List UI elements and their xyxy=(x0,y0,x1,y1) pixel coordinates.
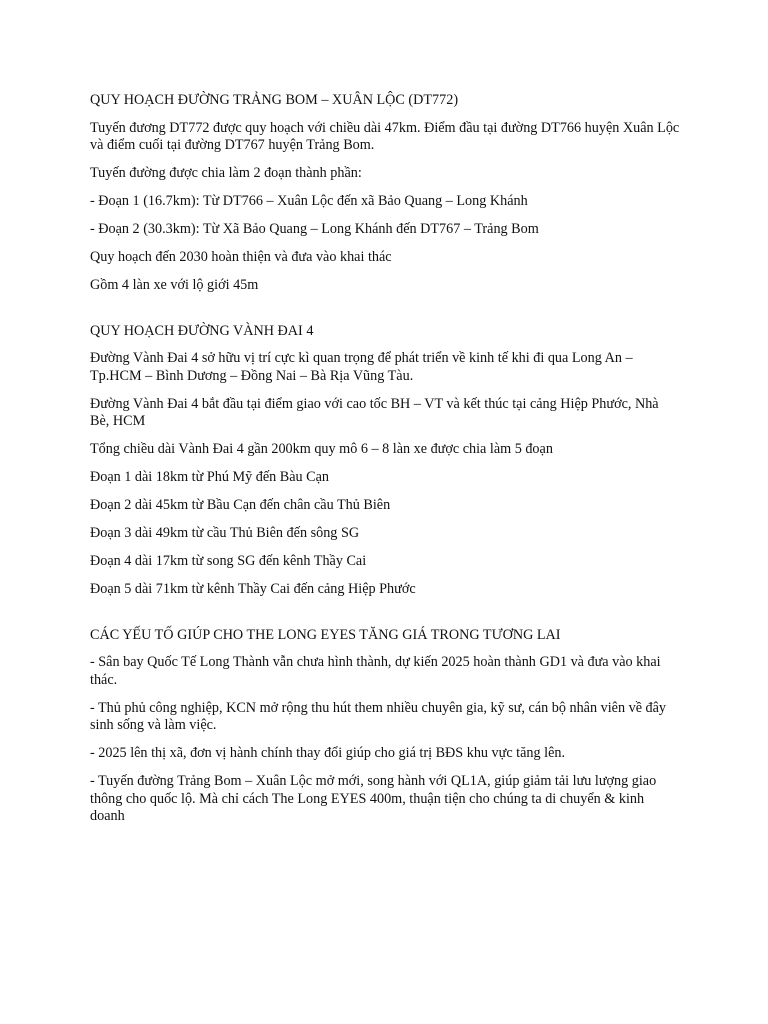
paragraph: Đường Vành Đai 4 sở hữu vị trí cực kì quan trọng để phát triển về kinh tế khi đi qua Long An – Tp.HCM – Bình Dương – Đồng Nai – Bà Rịa Vũng Tàu. xyxy=(90,350,633,384)
list-item: Đoạn 2 dài 45km từ Bầu Cạn đến chân cầu Thủ Biên xyxy=(90,497,391,513)
list-item: - Đoạn 2 (30.3km): Từ Xã Bảo Quang – Long Khánh đến DT767 – Trảng Bom xyxy=(90,221,539,237)
section-trang-bom-xuan-loc xyxy=(90,92,680,295)
list-item: - Đoạn 1 (16.7km): Từ DT766 – Xuân Lộc đến xã Bảo Quang – Long Khánh xyxy=(90,193,528,209)
section-heading: QUY HOẠCH ĐƯỜNG VÀNH ĐAI 4 xyxy=(90,322,314,339)
list-item: - Thủ phủ công nghiệp, KCN mở rộng thu hút them nhiều chuyên gia, kỹ sư, cán bộ nhân viên về đây sinh sống và làm việc. xyxy=(90,699,667,733)
document-body xyxy=(90,92,680,836)
list-item: - Sân bay Quốc Tế Long Thành vẫn chưa hình thành, dự kiến 2025 hoàn thành GD1 và đưa vào khai thác. xyxy=(90,654,661,688)
paragraph: Gồm 4 làn xe với lộ giới 45m xyxy=(90,277,259,293)
paragraph: Tuyến đương DT772 được quy hoạch với chiều dài 47km. Điểm đầu tại đường DT766 huyện Xuân Lộc và điểm cuối tại đường DT767 huyện Trảng Bom. xyxy=(90,119,680,153)
list-item: Đoạn 4 dài 17km từ song SG đến kênh Thầy Cai xyxy=(90,553,367,569)
paragraph: Đường Vành Đai 4 bắt đầu tại điểm giao với cao tốc BH – VT và kết thúc tại cảng Hiệp Phước, Nhà Bè, HCM xyxy=(90,395,659,429)
section-the-long-eyes-factors xyxy=(90,627,680,826)
section-vanh-dai-4 xyxy=(90,323,680,599)
paragraph: Tổng chiều dài Vành Đai 4 gần 200km quy mô 6 – 8 làn xe được chia làm 5 đoạn xyxy=(90,441,553,457)
list-item: - 2025 lên thị xã, đơn vị hành chính thay đổi giúp cho giá trị BĐS khu vực tăng lên. xyxy=(90,745,566,761)
section-heading: QUY HOẠCH ĐƯỜNG TRẢNG BOM – XUÂN LỘC (DT772) xyxy=(90,92,459,108)
list-item: Đoạn 3 dài 49km từ cầu Thủ Biên đến sông SG xyxy=(90,525,360,541)
paragraph: Quy hoạch đến 2030 hoàn thiện và đưa vào khai thác xyxy=(90,249,392,265)
paragraph: Tuyến đường được chia làm 2 đoạn thành phần: xyxy=(90,165,362,181)
list-item: Đoạn 1 dài 18km từ Phú Mỹ đến Bàu Cạn xyxy=(90,469,330,485)
list-item: Đoạn 5 dài 71km từ kênh Thầy Cai đến cảng Hiệp Phước xyxy=(90,581,416,597)
section-heading: CÁC YẾU TỐ GIÚP CHO THE LONG EYES TĂNG GIÁ TRONG TƯƠNG LAI xyxy=(90,626,561,643)
list-item: - Tuyến đường Trảng Bom – Xuân Lộc mở mới, song hành với QL1A, giúp giảm tải lưu lượng giao thông cho quốc lộ. Mà chỉ cách The Long EYES 400m, thuận tiện cho chúng ta di chuyển & kinh doanh xyxy=(90,773,657,824)
